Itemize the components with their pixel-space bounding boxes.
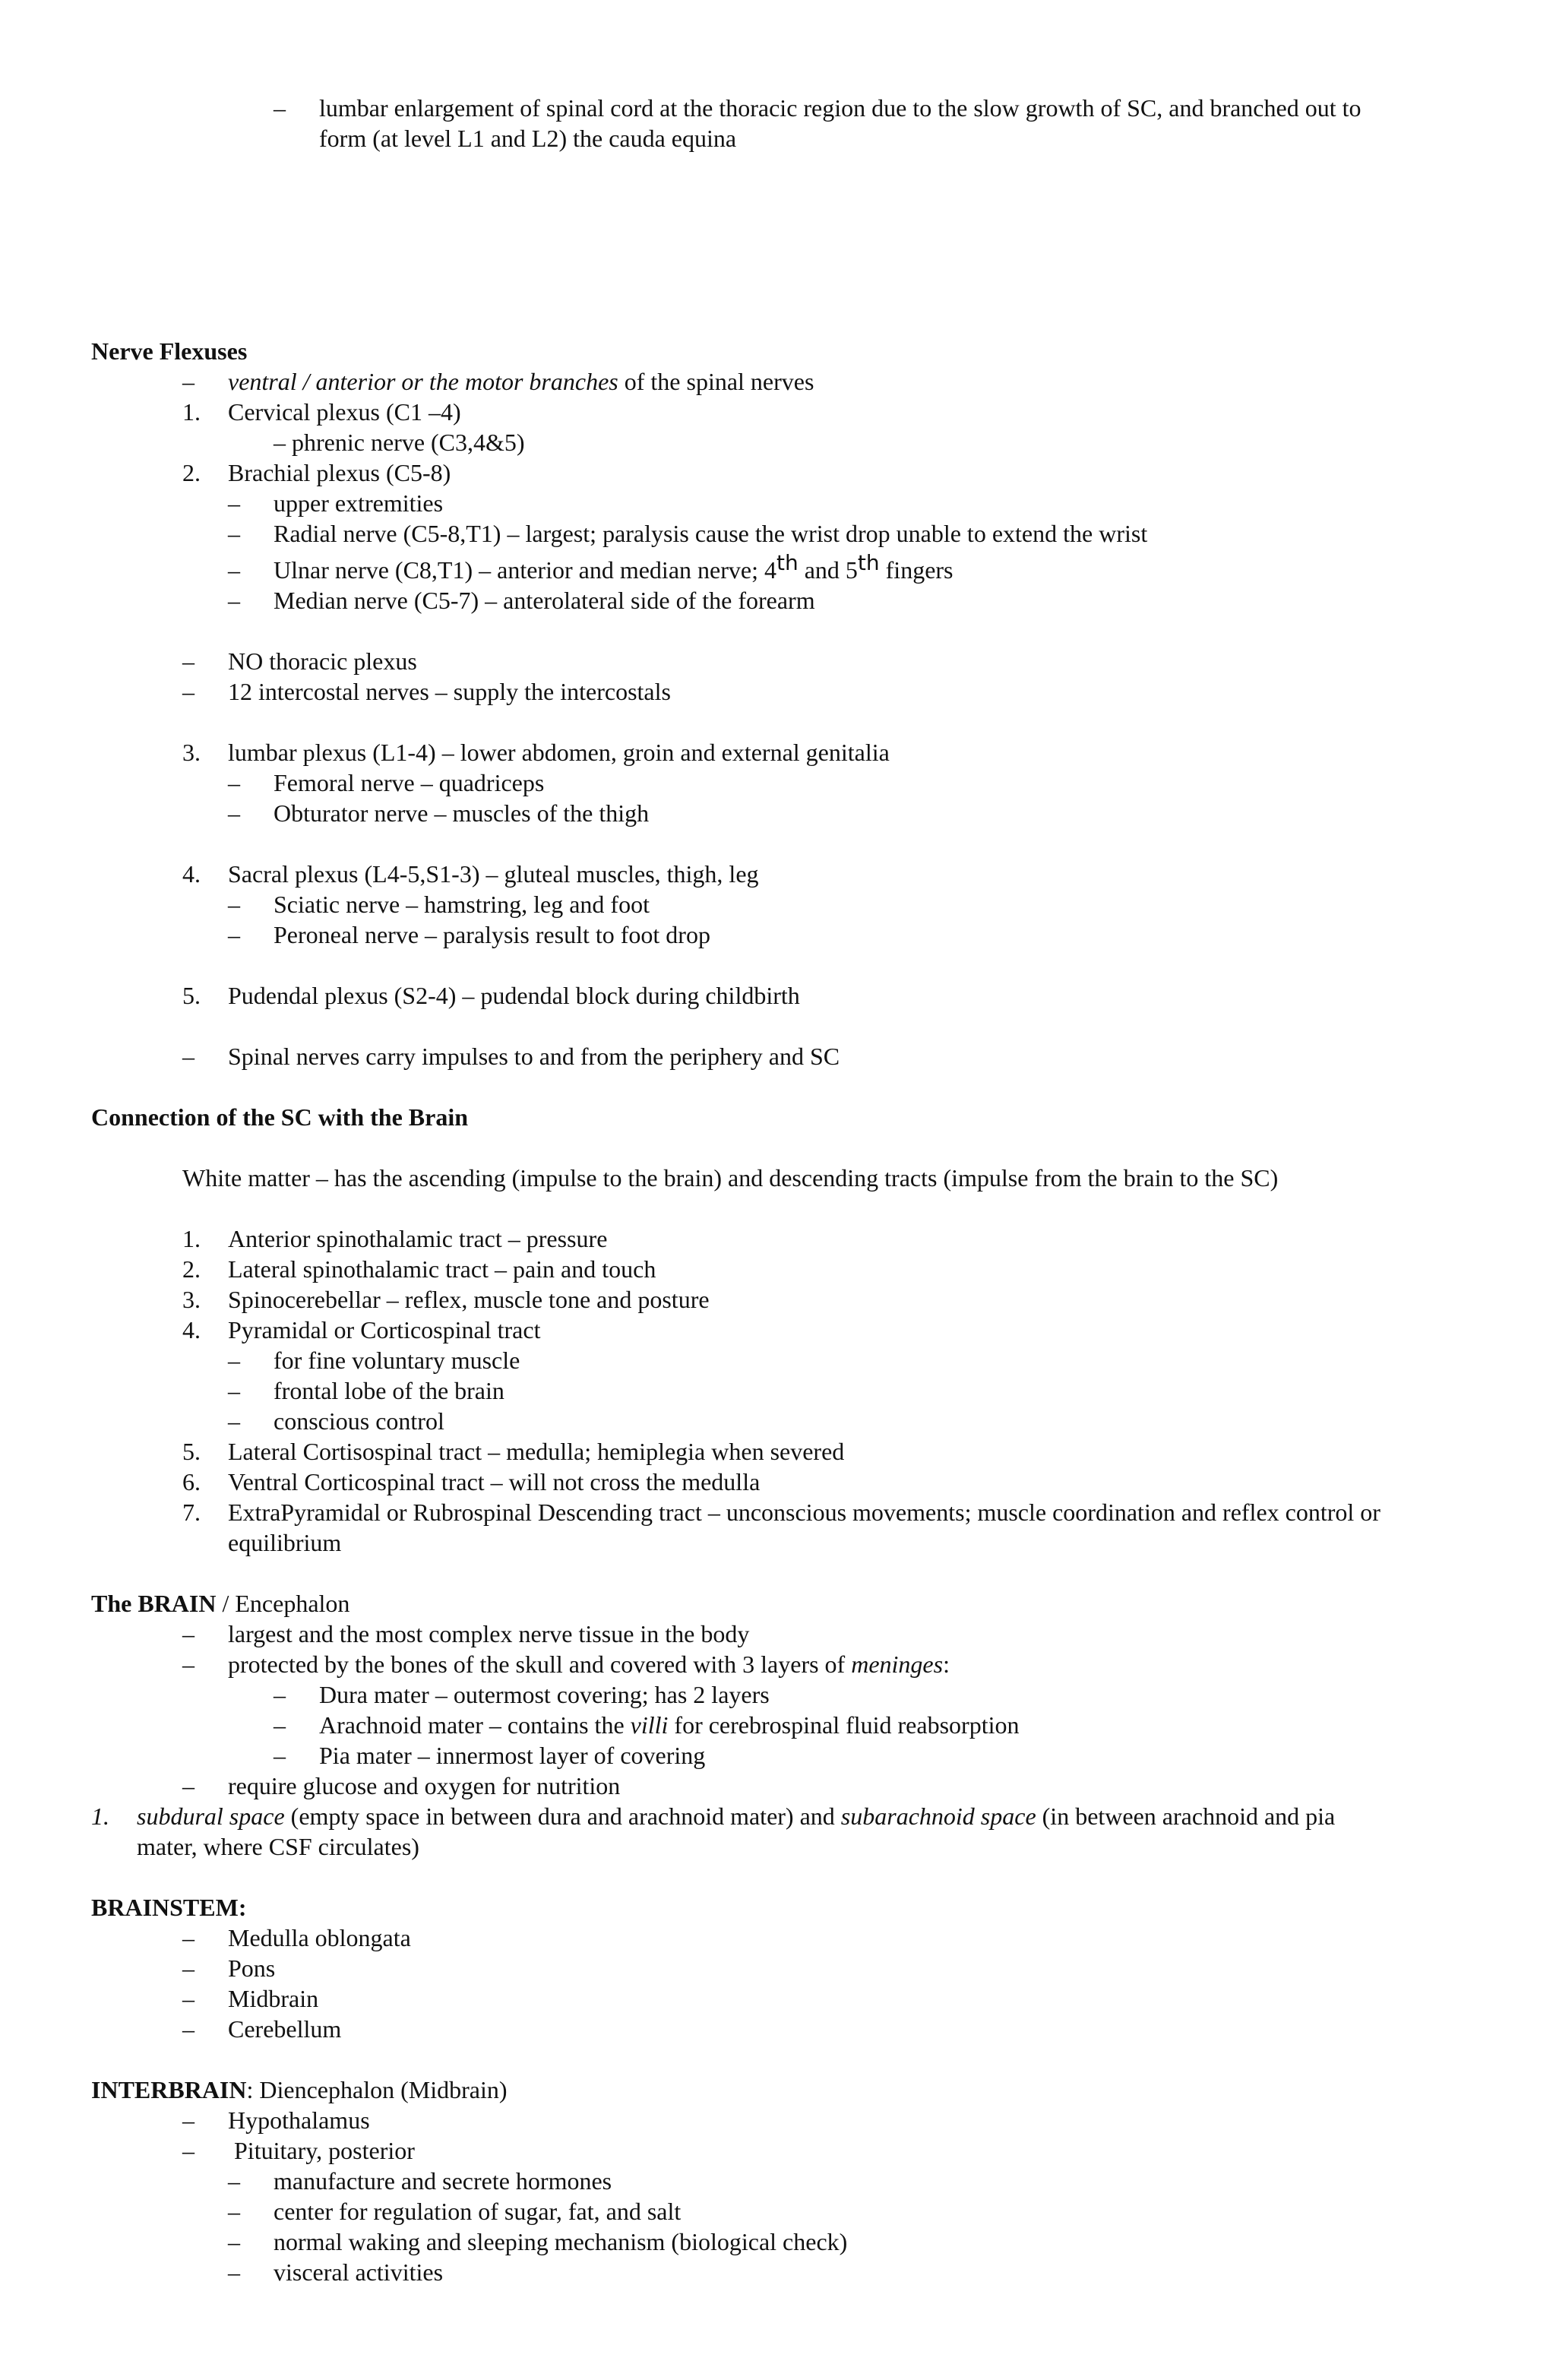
pituitary-sub: normal waking and sleeping mechanism (biological check) [274,2228,848,2255]
dash-bullet: – [182,647,194,675]
lumbar-enlargement-line2: form (at level L1 and L2) the cauda equina [319,125,737,152]
white-matter-note: White matter – has the ascending (impulse to the brain) and descending tracts (impulse from the brain to the SC) [182,1164,1279,1192]
tract-item: Lateral Cortisospinal tract – medulla; hemiplegia when severed [228,1438,845,1465]
brachial-plexus: Brachial plexus (C5-8) [228,459,451,486]
dash-bullet: – [274,94,286,122]
list-number: 1. [182,398,201,426]
dash-bullet: – [182,2015,194,2043]
tract-item: Spinocerebellar – reflex, muscle tone and posture [228,1286,710,1313]
interbrain-item: Pituitary, posterior [228,2137,415,2164]
arachnoid-mater: Arachnoid mater – contains the villi for cerebrospinal fluid reabsorption [319,1711,1020,1739]
tract-item-continuation: equilibrium [228,1529,342,1556]
list-number: 2. [182,459,201,486]
peroneal-nerve: Peroneal nerve – paralysis result to foot drop [274,921,710,948]
dash-bullet: – [182,368,194,395]
brainstem-item: Cerebellum [228,2015,342,2043]
lumbar-enlargement-line1: lumbar enlargement of spinal cord at the thoracic region due to the slow growth of SC, and branched out to [319,94,1362,122]
nerve-plexuses-heading: Nerve Flexuses [91,337,248,365]
dash-bullet: – [274,1742,286,1769]
obturator-nerve: Obturator nerve – muscles of the thigh [274,799,650,827]
dash-bullet: – [182,678,194,705]
dash-bullet: – [182,2106,194,2134]
list-number: 2. [182,1255,201,1283]
brain-point: largest and the most complex nerve tissue in the body [228,1620,750,1647]
dash-bullet: – [228,1377,240,1404]
pyramidal-sub: frontal lobe of the brain [274,1377,504,1404]
pia-mater: Pia mater – innermost layer of covering [319,1742,706,1769]
upper-extremities: upper extremities [274,489,444,517]
interbrain-heading: INTERBRAIN: Diencephalon (Midbrain) [91,2076,508,2103]
dash-bullet: – [228,2198,240,2225]
brainstem-item: Medulla oblongata [228,1924,411,1951]
spaces-note-continuation: mater, where CSF circulates) [137,1833,419,1860]
list-number: 3. [182,739,201,766]
tract-item: Ventral Corticospinal tract – will not cross the medulla [228,1468,761,1495]
dash-bullet: – [228,556,240,584]
dash-bullet: – [228,891,240,918]
dash-bullet: – [274,1711,286,1739]
spinal-nerves-note: Spinal nerves carry impulses to and from the periphery and SC [228,1043,840,1070]
intercostal-nerves: 12 intercostal nerves – supply the intercostals [228,678,671,705]
list-number: 4. [182,860,201,888]
list-number: 3. [182,1286,201,1313]
plexuses-intro: ventral / anterior or the motor branches of the spinal nerves [228,368,814,395]
tract-item: ExtraPyramidal or Rubrospinal Descending tract – unconscious movements; muscle coordination and reflex control or [228,1499,1380,1526]
list-number: 6. [182,1468,201,1495]
connection-heading: Connection of the SC with the Brain [91,1103,469,1131]
dash-bullet: – [228,2228,240,2255]
sacral-plexus: Sacral plexus (L4-5,S1-3) – gluteal muscles, thigh, leg [228,860,759,888]
dash-bullet: – [182,1043,194,1070]
dash-bullet: – [228,520,240,547]
dash-bullet: – [228,1347,240,1374]
phrenic-nerve: – phrenic nerve (C3,4&5) [274,429,525,456]
femoral-nerve: Femoral nerve – quadriceps [274,769,545,796]
dash-bullet: – [228,1407,240,1435]
dash-bullet: – [182,1772,194,1799]
tract-item: Pyramidal or Corticospinal tract [228,1316,541,1343]
tract-item: Anterior spinothalamic tract – pressure [228,1225,608,1252]
pituitary-sub: manufacture and secrete hormones [274,2167,612,2195]
dash-bullet: – [228,921,240,948]
brain-heading: The BRAIN / Encephalon [91,1590,350,1617]
dash-bullet: – [182,2137,194,2164]
list-number: 1. [182,1225,201,1252]
brainstem-item: Midbrain [228,1985,319,2012]
dash-bullet: – [228,489,240,517]
dash-bullet: – [228,2167,240,2195]
ulnar-nerve: Ulnar nerve (C8,T1) – anterior and median nerve; 4th and 5th fingers [274,550,954,584]
dash-bullet: – [228,587,240,614]
sciatic-nerve: Sciatic nerve – hamstring, leg and foot [274,891,650,918]
dash-bullet: – [228,2258,240,2286]
lumbar-plexus: lumbar plexus (L1-4) – lower abdomen, groin and external genitalia [228,739,890,766]
cervical-plexus: Cervical plexus (C1 –4) [228,398,461,426]
dash-bullet: – [182,1924,194,1951]
pituitary-sub: visceral activities [274,2258,444,2286]
list-number: 5. [182,1438,201,1465]
pudendal-plexus: Pudendal plexus (S2-4) – pudendal block during childbirth [228,982,800,1009]
pyramidal-sub: for fine voluntary muscle [274,1347,520,1374]
tract-item: Lateral spinothalamic tract – pain and touch [228,1255,656,1283]
radial-nerve: Radial nerve (C5-8,T1) – largest; paralysis cause the wrist drop unable to extend the wrist [274,520,1148,547]
no-thoracic-plexus: NO thoracic plexus [228,647,417,675]
list-number: 4. [182,1316,201,1343]
dash-bullet: – [182,1620,194,1647]
brainstem-heading: BRAINSTEM: [91,1894,247,1921]
brain-point: protected by the bones of the skull and covered with 3 layers of meninges: [228,1650,950,1678]
list-number: 1. [91,1802,109,1830]
brainstem-item: Pons [228,1954,276,1982]
median-nerve: Median nerve (C5-7) – anterolateral side of the forearm [274,587,815,614]
pyramidal-sub: conscious control [274,1407,444,1435]
dash-bullet: – [182,1650,194,1678]
dash-bullet: – [182,1985,194,2012]
dura-mater: Dura mater – outermost covering; has 2 layers [319,1681,770,1708]
interbrain-item: Hypothalamus [228,2106,370,2134]
brain-point: require glucose and oxygen for nutrition [228,1772,621,1799]
dash-bullet: – [182,1954,194,1982]
list-number: 7. [182,1499,201,1526]
spaces-note: subdural space (empty space in between dura and arachnoid mater) and subarachnoid space (in between arachnoid and pia [137,1802,1336,1830]
pituitary-sub: center for regulation of sugar, fat, and salt [274,2198,682,2225]
list-number: 5. [182,982,201,1009]
dash-bullet: – [274,1681,286,1708]
dash-bullet: – [228,769,240,796]
dash-bullet: – [228,799,240,827]
